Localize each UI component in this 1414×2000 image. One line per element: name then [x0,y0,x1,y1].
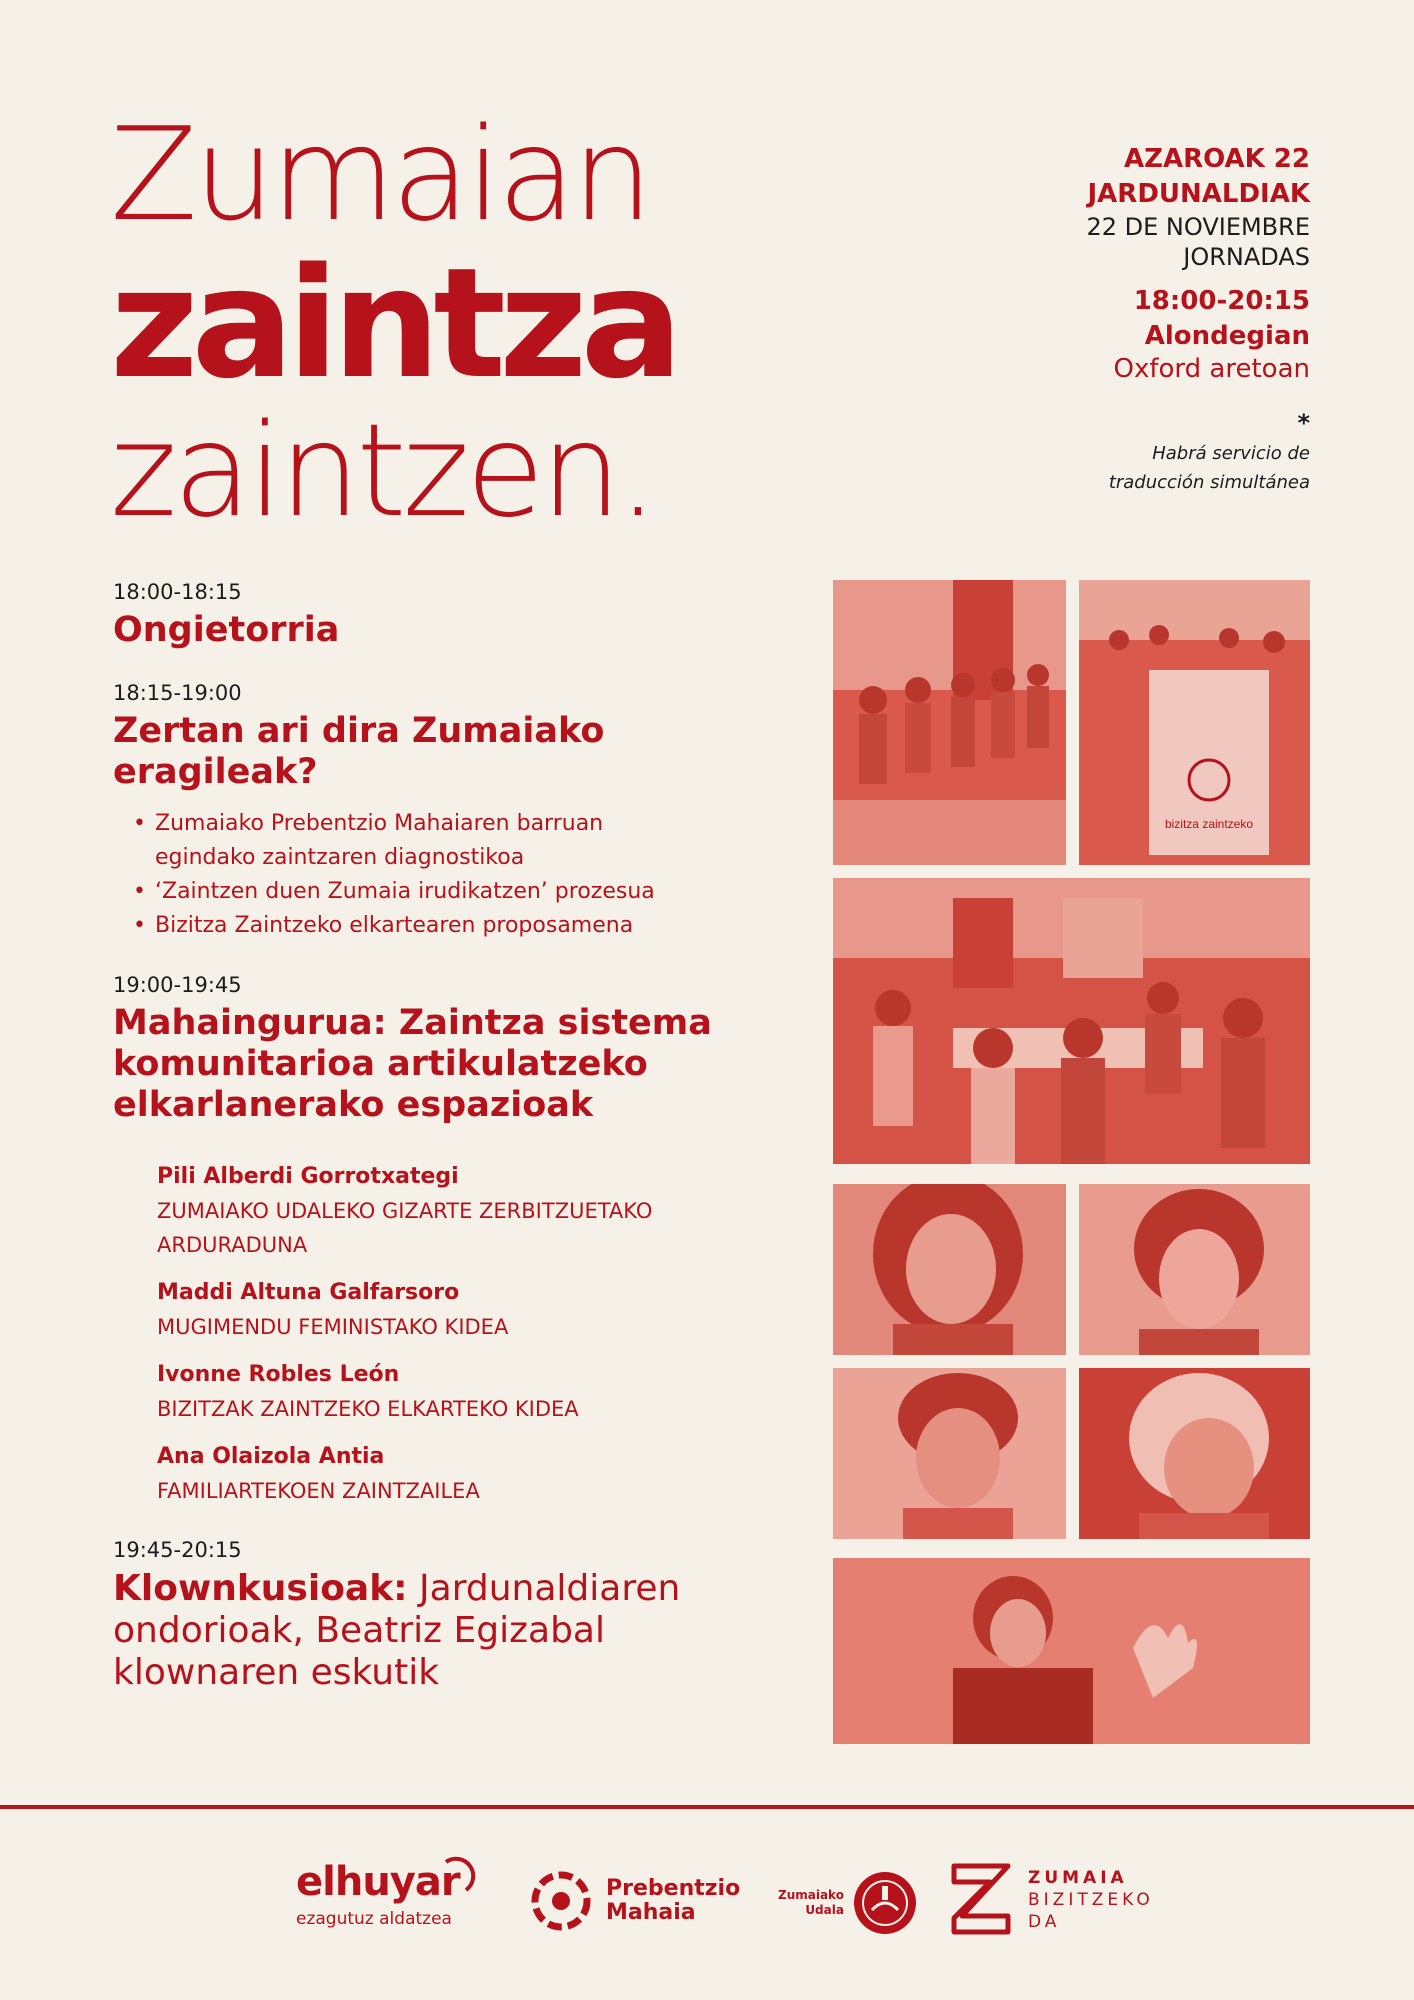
event-type-es: JORNADAS [1183,243,1310,271]
note-asterisk: * [1297,409,1310,437]
photo-group-tables [833,878,1310,1164]
speaker-item [157,1276,753,1344]
session-time: 19:45-20:15 [113,1538,242,1562]
event-type-eu: JARDUNALDIAK [1087,179,1310,209]
udala-line-1: Zumaiako [778,1888,844,1902]
speaker-role: BIZITZAK ZAINTZEKO ELKARTEKO KIDEA [157,1397,579,1421]
speaker-role: FAMILIARTEKOEN ZAINTZAILEA [157,1479,480,1503]
speaker-role: MUGIMENDU FEMINISTAKO KIDEA [157,1315,509,1339]
session-roundtable [113,973,753,1508]
session-title-bold: Klownkusioak: [113,1568,408,1609]
photo-clown [833,1558,1310,1744]
poster-title [110,101,677,546]
title-line-2: zaintza [110,235,677,412]
speaker-name: Maddi Altuna Galfarsoro [157,1280,460,1305]
title-line-3: zaintzen. [110,397,655,546]
speaker-name: Pili Alberdi Gorrotxategi [157,1164,459,1189]
elhuyar-logo [296,1860,460,1930]
session-agents [113,681,753,943]
footer-logos [0,1860,1414,1970]
zumaia-z-icon [948,1860,1016,1940]
speaker-list [157,1160,753,1508]
session-bullets [133,807,753,943]
translation-note-1: Habrá servicio de [1152,443,1310,464]
elhuyar-tagline: ezagutuz aldatzea [296,1909,452,1929]
title-line-1: Zumaian [110,101,650,250]
photo-portrait-1 [833,1184,1066,1355]
prebentzio-logo [528,1868,740,1934]
session-title: Ongietorria [113,610,340,650]
session-time: 19:00-19:45 [113,973,242,997]
session-welcome [113,580,753,651]
sign-text: bizitza zaintzeko [1164,817,1254,831]
speaker-item [157,1358,753,1426]
footer-rule [0,1805,1414,1809]
prebentzio-line-1: Prebentzio [606,1876,741,1901]
program [113,580,753,1724]
zumaia-udala-logo [778,1870,918,1936]
town-seal-icon [852,1870,918,1936]
session-title [113,1568,723,1694]
photo-portrait-4 [1079,1368,1310,1539]
prebentzio-line-2: Mahaia [606,1900,696,1925]
zumaia-line-1: ZUMAIA [1028,1868,1128,1888]
zumaia-line-3: DA [1028,1912,1061,1932]
zumaia-bizitzeko-logo [948,1860,1154,1940]
event-room: Oxford aretoan [1113,354,1310,384]
session-time: 18:15-19:00 [113,681,242,705]
session-clown [113,1538,753,1694]
event-place: Alondegian [1144,321,1310,351]
event-time: 18:00-20:15 [1133,286,1310,316]
speaker-name: Ana Olaizola Antia [157,1444,385,1469]
bullet-item: • ‘Zaintzen duen Zumaia irudikatzen’ prozesua [133,875,753,909]
photo-group-chairs [833,580,1066,865]
translation-note-2: traducción simultánea [1108,472,1310,493]
session-time: 18:00-18:15 [113,580,242,604]
session-title: Zertan ari dira Zumaiako eragileak? [113,711,605,792]
session-title-rest: Jardunaldiaren ondorioak, Beatriz Egizabal klownaren eskutik [113,1568,681,1693]
bullet-item: • Bizitza Zaintzeko elkartearen proposamena [133,909,753,943]
photo-portrait-3 [833,1368,1066,1539]
event-date-eu: AZAROAK 22 [1123,144,1310,174]
speaker-item [157,1160,753,1262]
speaker-role: ZUMAIAKO UDALEKO GIZARTE ZERBITZUETAKO ARDURADUNA [157,1199,653,1257]
event-info [1086,142,1310,494]
bullet-item: • Zumaiako Prebentzio Mahaiaren barruan egindako zaintzaren diagnostikoa [133,807,673,875]
udala-line-2: Udala [805,1903,844,1917]
event-date-es: 22 DE NOVIEMBRE [1086,213,1310,241]
photo-portrait-2 [1079,1184,1310,1355]
photo-sign-bizitza [1079,580,1310,865]
speaker-item [157,1440,753,1508]
prebentzio-ring-icon [528,1868,594,1934]
elhuyar-arc-icon [438,1856,478,1896]
zumaia-line-2: BIZITZEKO [1028,1890,1154,1910]
session-title: Mahaingurua: Zaintza sistema komunitarioa artikulatzeko elkarlanerako espazioak [113,1003,712,1125]
speaker-name: Ivonne Robles León [157,1362,400,1387]
elhuyar-name: elhuyar [296,1859,460,1905]
